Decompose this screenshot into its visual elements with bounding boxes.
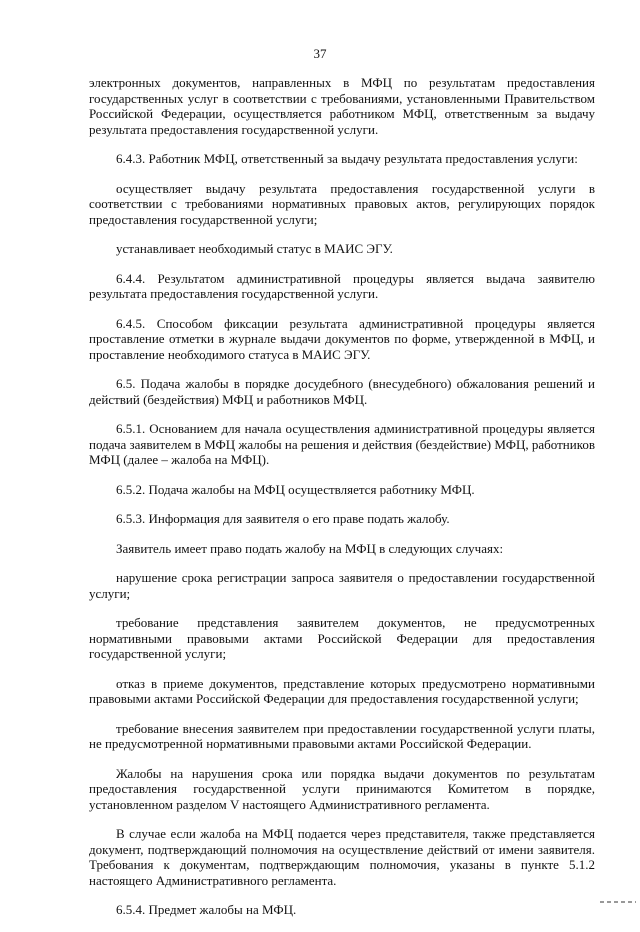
paragraph-6-5-4: 6.5.4. Предмет жалобы на МФЦ. [116,902,297,917]
document-body [89,75,595,932]
scan-mark [600,901,636,903]
paragraph-complaints-committee: Жалобы на нарушения срока или порядка выдачи документов по результатам предоставления государственной услуги принимаются Комитетом в порядке, установленном разделом V настоящего Административного регламента. [89,765,595,812]
paragraph-continuation: электронных документов, направленных в МФЦ по результатам предоставления государственных услуг в соответствии с требованиями, установленными Правительством Российской Федерации, осуществляется работником МФЦ, ответственным за выдачу результата предоставления государственной услуги. [89,75,595,137]
paragraph-case-payment: требование внесения заявителем при предоставлении государственной услуги платы, не предусмотренной нормативными правовыми актами Российской Федерации. [89,720,595,751]
paragraph-6-4-5: 6.4.5. Способом фиксации результата административной процедуры является проставление отметки в журнале выдачи документов по форме, утвержденной в МФЦ, и проставление необходимого статуса в МАИС ЭГУ. [89,315,595,362]
paragraph-6-5-2: 6.5.2. Подача жалобы на МФЦ осуществляется работнику МФЦ. [116,481,475,497]
paragraph-set-status: устанавливает необходимый статус в МАИС ЭГУ. [116,241,393,256]
paragraph-case-refusal: отказ в приеме документов, представление которых предусмотрено нормативными правовыми актами Российской Федерации для предоставления государственной услуги; [89,675,595,706]
page-number: 37 [313,46,327,61]
paragraph-complaint-cases: Заявитель имеет право подать жалобу на МФЦ в следующих случаях: [116,540,504,556]
paragraph-issue-result: осуществляет выдачу результата предоставления государственной услуги в соответствии с требованиями нормативных правовых актов, регулирующих порядок предоставления государственной услуги; [89,180,595,227]
paragraph-case-deadline: нарушение срока регистрации запроса заявителя о предоставлении государственной услуги; [89,570,595,601]
paragraph-6-5-1: 6.5.1. Основанием для начала осуществления административной процедуры является подача заявителем в МФЦ жалобы на решения и действия (бездействие) МФЦ, работников МФЦ (далее – жалоба на МФЦ). [89,421,595,467]
paragraph-6-5-3: 6.5.3. Информация для заявителя о его праве подать жалобу. [116,511,450,526]
paragraph-case-documents: требование представления заявителем документов, не предусмотренных нормативными правовыми актами Российской Федерации для предоставления государственной услуги; [89,615,595,661]
paragraph-6-4-3: 6.4.3. Работник МФЦ, ответственный за выдачу результата предоставления услуги: [116,151,578,166]
paragraph-6-4-4: 6.4.4. Результатом административной процедуры является выдача заявителю результата предоставления государственной услуги. [89,270,595,301]
paragraph-6-5: 6.5. Подача жалобы в порядке досудебного (внесудебного) обжалования решений и действий (бездействия) МФЦ и работников МФЦ. [89,376,595,407]
paragraph-representative: В случае если жалоба на МФЦ подается через представителя, также представляется документ, подтверждающий полномочия на осуществление действий от имени заявителя. Требования к документам, подтверждающим полномочия, указаны в пункте 5.1.2 настоящего Административного регламента. [89,826,595,888]
